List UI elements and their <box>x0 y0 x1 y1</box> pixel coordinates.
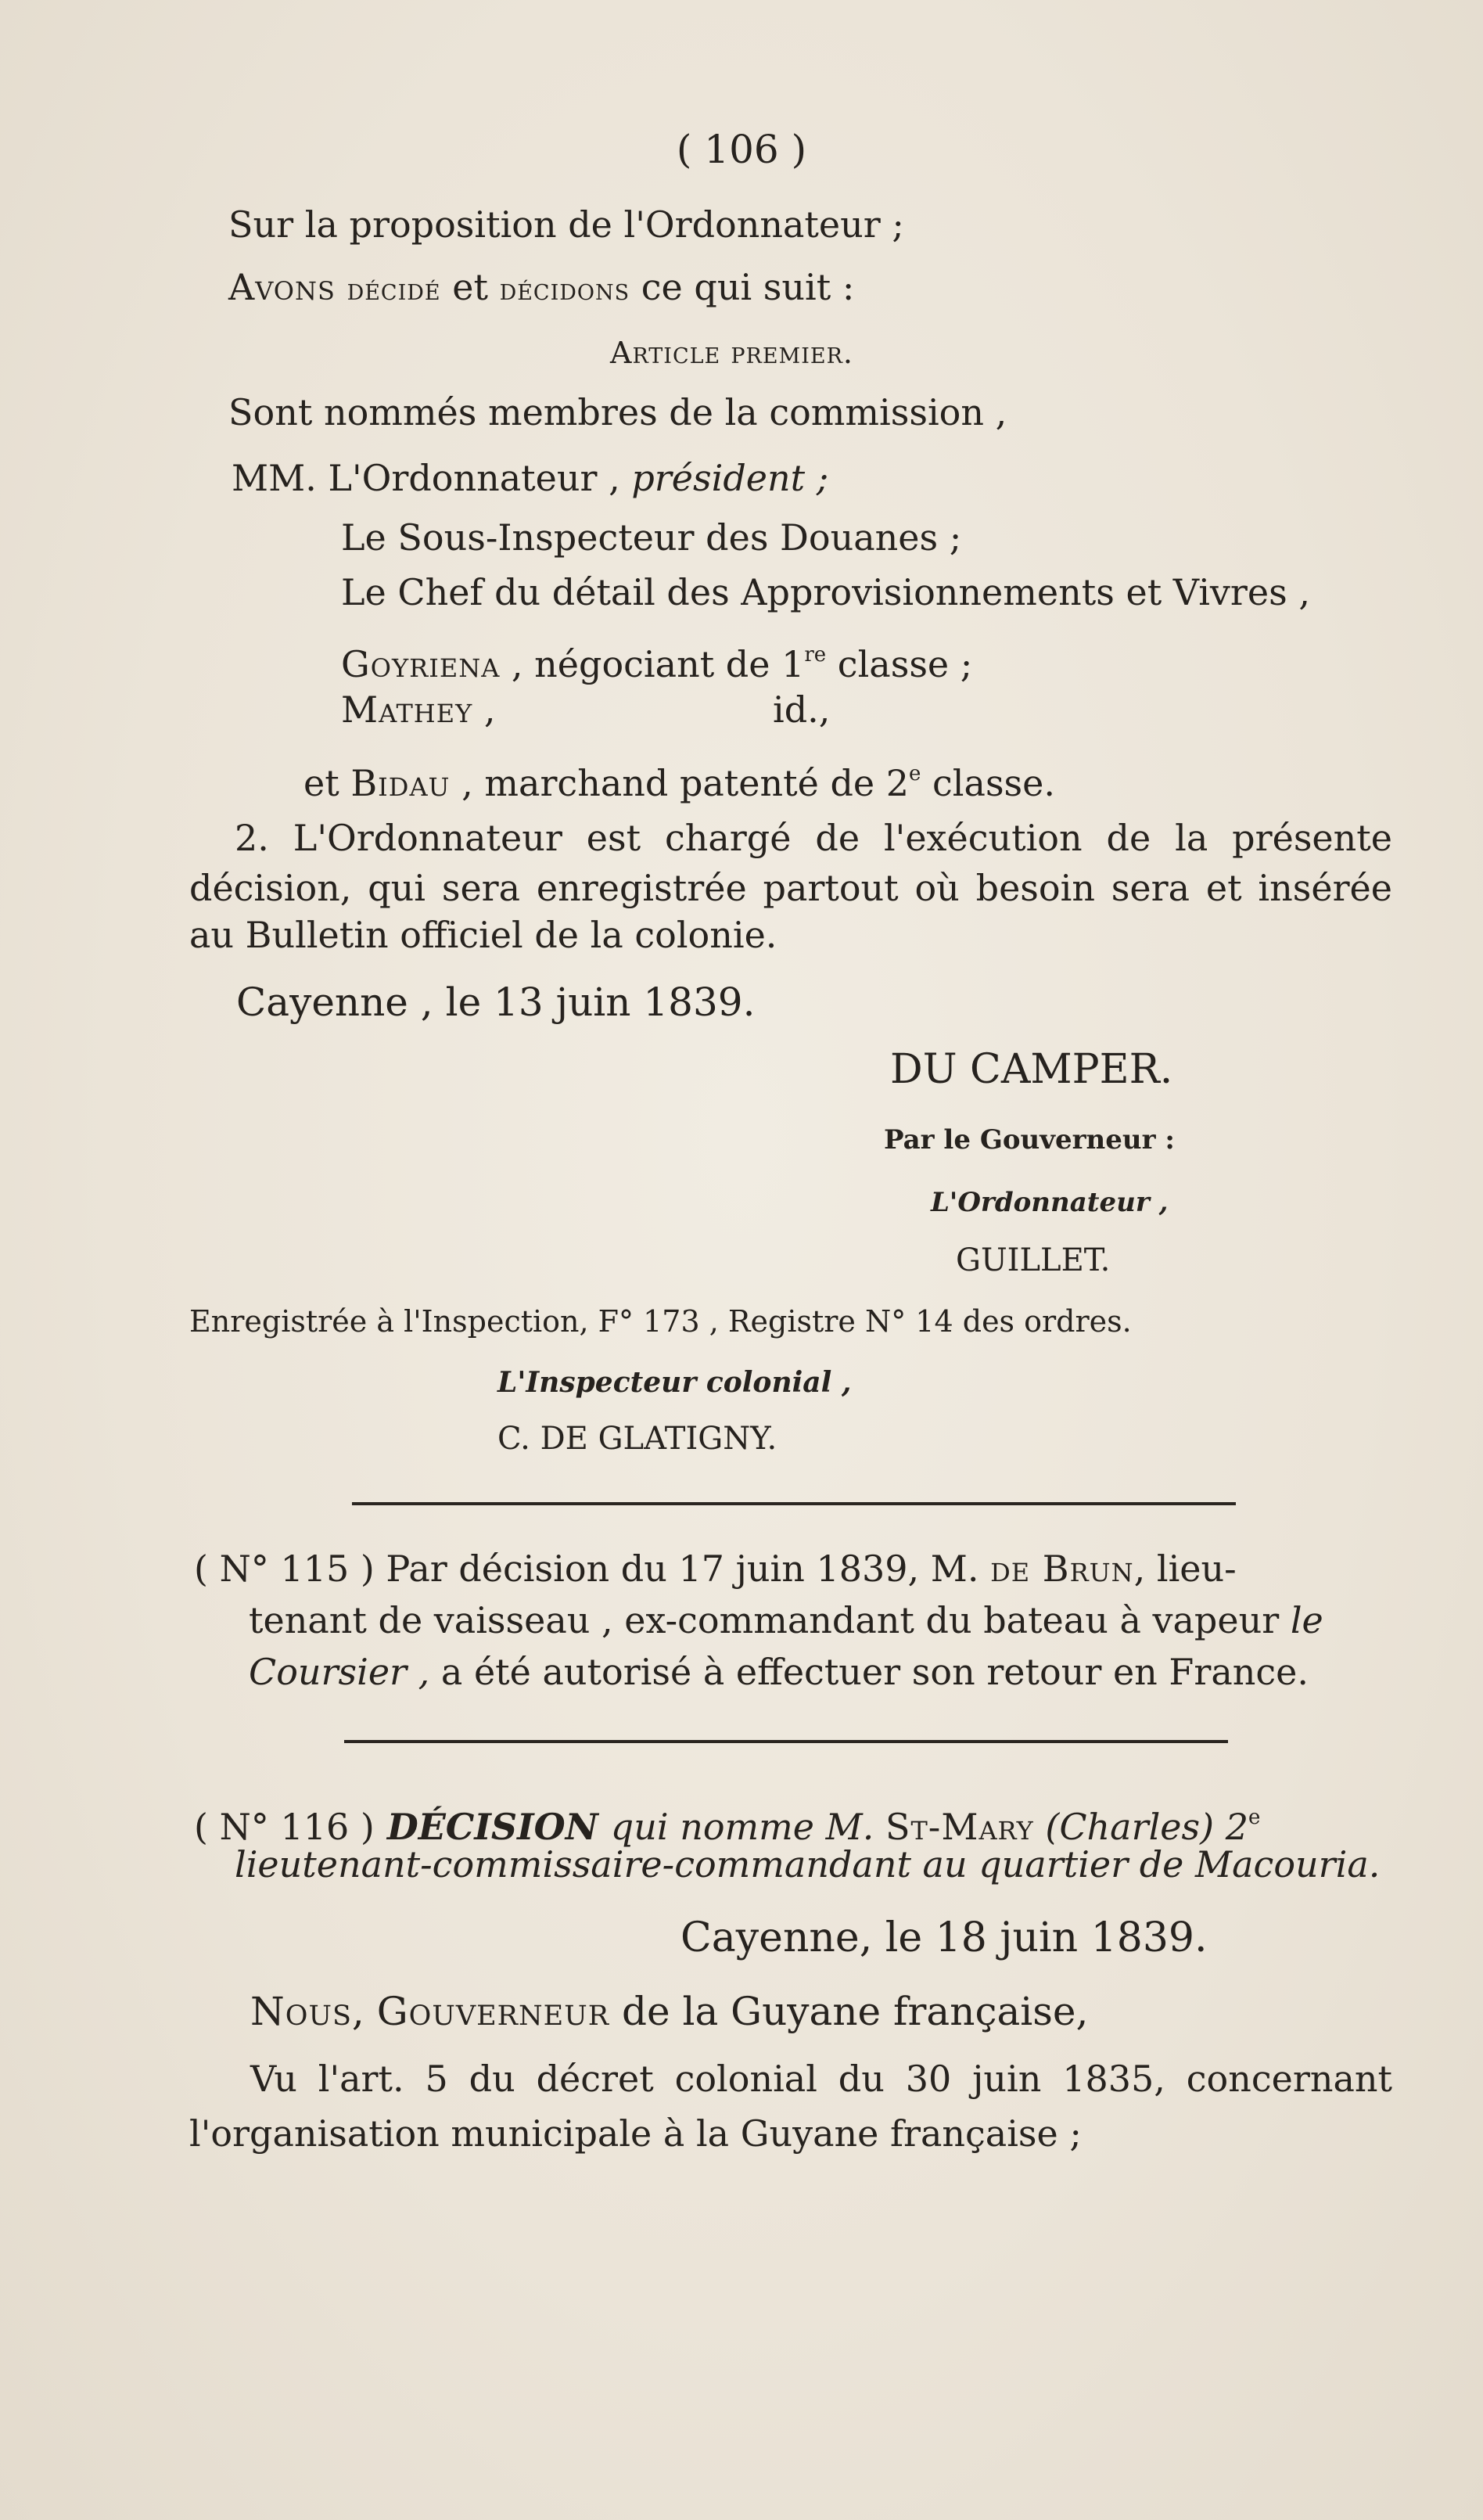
text-span: de Brun <box>990 1548 1134 1590</box>
text-line: Sur la proposition de l'Ordonnateur ; <box>228 203 904 246</box>
text-span: e <box>909 762 921 785</box>
text-span: Mathey <box>341 688 473 731</box>
text-line: lieutenant-commissaire-commandant au quartier de Macouria. <box>235 1843 1381 1886</box>
text-span: DÉCISION <box>374 1806 611 1848</box>
divider <box>352 1502 1236 1505</box>
text-span: re <box>804 643 827 667</box>
date-line: Cayenne , le 13 juin 1839. <box>236 980 756 1025</box>
signature: GUILLET. <box>956 1242 1111 1278</box>
role-label: L'Ordonnateur , <box>931 1187 1169 1218</box>
text-span: qui nomme M. <box>610 1806 885 1848</box>
text-span: et <box>303 762 351 804</box>
text-line <box>303 750 1055 807</box>
text-line: Le Chef du détail des Approvisionnements et Vivres , <box>341 571 1310 613</box>
text-span: , marchand patenté de 2 <box>450 762 910 804</box>
text-span: Goyriena <box>341 643 501 685</box>
text-span: , <box>351 1989 377 2034</box>
text-line <box>249 1648 1309 1696</box>
text-line: Le Sous-Inspecteur des Douanes ; <box>341 516 962 559</box>
divider <box>344 1740 1228 1743</box>
text-span: Gouverneur <box>376 1989 610 2034</box>
text-span: a été autorisé à effectuer son retour en France. <box>429 1651 1309 1693</box>
text-span: , <box>472 688 496 731</box>
by-governor: Par le Gouverneur : <box>884 1124 1175 1156</box>
text-span: St-Mary <box>885 1806 1034 1848</box>
entry-number: ( N° 116 ) <box>194 1806 375 1848</box>
text-span: , lieu- <box>1133 1548 1237 1590</box>
text-span: Avons <box>228 266 336 308</box>
text-span: Bidau <box>350 762 451 804</box>
text-span: Par décision du 17 juin 1839, M. <box>374 1548 991 1590</box>
text-span: , négociant de 1 <box>500 643 805 685</box>
text-span: décidé <box>347 272 441 307</box>
page-number: ( 106 ) <box>676 127 807 172</box>
text-span: e <box>1248 1806 1261 1829</box>
text-line: l'organisation municipale à la Guyane française ; <box>189 2112 1082 2155</box>
text-line: id., <box>773 688 831 731</box>
signature: DU CAMPER. <box>890 1046 1173 1093</box>
text-span: (Charles) 2 <box>1033 1806 1248 1848</box>
text-line <box>341 631 972 688</box>
text-span: ce qui suit : <box>641 266 855 308</box>
entry-number: ( N° 115 ) <box>194 1548 375 1590</box>
text-line <box>228 263 854 314</box>
text-line <box>194 1544 1237 1593</box>
text-span: décidons <box>499 272 630 307</box>
text-line: au Bulletin officiel de la colonie. <box>189 914 777 956</box>
text-line <box>249 1596 1323 1645</box>
text-span: tenant de vaisseau , ex-commandant du bateau à vapeur <box>249 1599 1291 1641</box>
text-line: Vu l'art. 5 du décret colonial du 30 juin 1835, concernant <box>250 2058 1392 2100</box>
text-span: Coursier , <box>249 1651 430 1693</box>
text-line: Sont nommés membres de la commission , <box>228 391 1007 433</box>
text-span: MM. L'Ordonnateur , <box>232 457 632 499</box>
text-line <box>341 685 495 734</box>
text-span: Nous <box>250 1989 352 2034</box>
text-line: décision, qui sera enregistrée partout où besoin sera et insérée <box>189 867 1392 909</box>
text-span: classe ; <box>826 643 973 685</box>
text-span: président ; <box>631 457 829 499</box>
text-span: le <box>1290 1599 1323 1641</box>
registration-line: Enregistrée à l'Inspection, F° 173 , Registre N° 14 des ordres. <box>189 1304 1132 1339</box>
article-heading: Article premier. <box>610 336 853 370</box>
date-line: Cayenne, le 18 juin 1839. <box>680 1914 1208 1961</box>
role-label: L'Inspecteur colonial , <box>497 1366 852 1399</box>
text-line <box>232 454 828 502</box>
text-span: et <box>452 266 488 308</box>
text-line: 2. L'Ordonnateur est chargé de l'exécution de la présente <box>235 817 1392 859</box>
text-line <box>250 1987 1088 2036</box>
text-span: classe. <box>921 762 1056 804</box>
signature: C. DE GLATIGNY. <box>497 1421 777 1457</box>
text-span: de la Guyane française, <box>609 1989 1089 2034</box>
